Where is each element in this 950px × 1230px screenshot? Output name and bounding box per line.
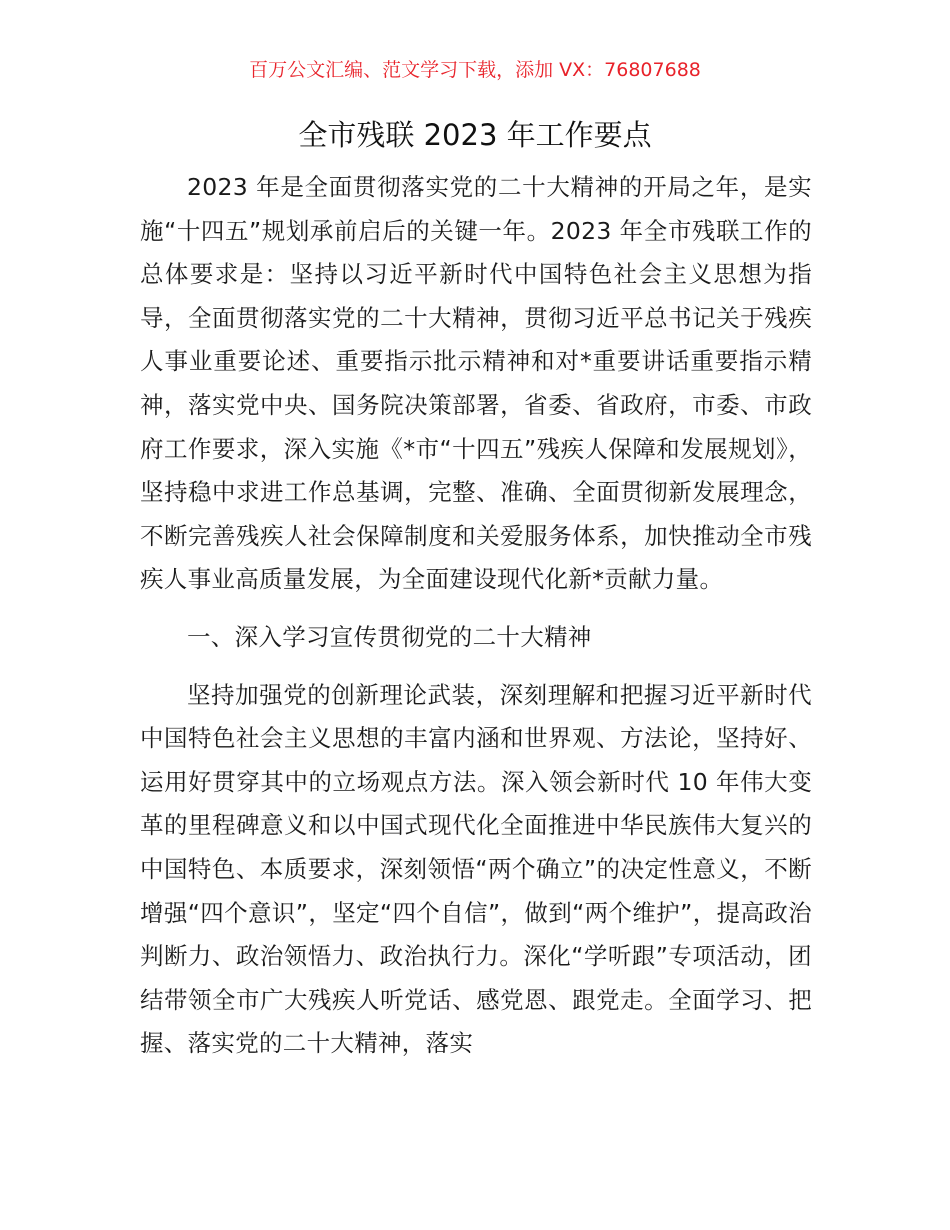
paragraph-intro: 2023 年是全面贯彻落实党的二十大精神的开局之年，是实施“十四五”规划承前启后的关键一年。2023 年全市残联工作的总体要求是：坚持以习近平新时代中国特色社会主义思想为指导，全面贯彻落实党的二十大精神，贯彻习近平总书记关于残疾人事业重要论述、重要指示批示精神和对*重要讲话重要指示精神，落实党中央、国务院决策部署，省委、省政府，市委、市政府工作要求，深入实施《*市“十四五”残疾人保障和发展规划》，坚持稳中求进工作总基调，完整、准确、全面贯彻新发展理念，不断完善残疾人社会保障制度和关爱服务体系，加快推动全市残疾人事业高质量发展，为全面建设现代化新*贡献力量。 <box>140 173 812 594</box>
paragraph-section-1: 坚持加强党的创新理论武装，深刻理解和把握习近平新时代中国特色社会主义思想的丰富内涵和世界观、方法论，坚持好、运用好贯穿其中的立场观点方法。深入领会新时代 10 年伟大变革的里程碑意义和以中国式现代化全面推进中华民族伟大复兴的中国特色、本质要求，深刻领悟“两个确立”的决定性意义，不断增强“四个意识”，坚定“四个自信”，做到“两个维护”，提高政治判断力、政治领悟力、政治执行力。深化“学听跟”专项活动，团结带领全市广大残疾人听党话、感党恩、跟党走。全面学习、把握、落实党的二十大精神，落实 <box>140 680 812 1058</box>
watermark-text: 百万公文汇编、范文学习下载，添加 VX：76807688 <box>249 59 701 81</box>
section-heading-1: 一、深入学习宣传贯彻党的二十大精神 <box>187 622 592 651</box>
document-body <box>140 166 812 1066</box>
document-title: 全市残联 2023 年工作要点 <box>298 118 652 152</box>
